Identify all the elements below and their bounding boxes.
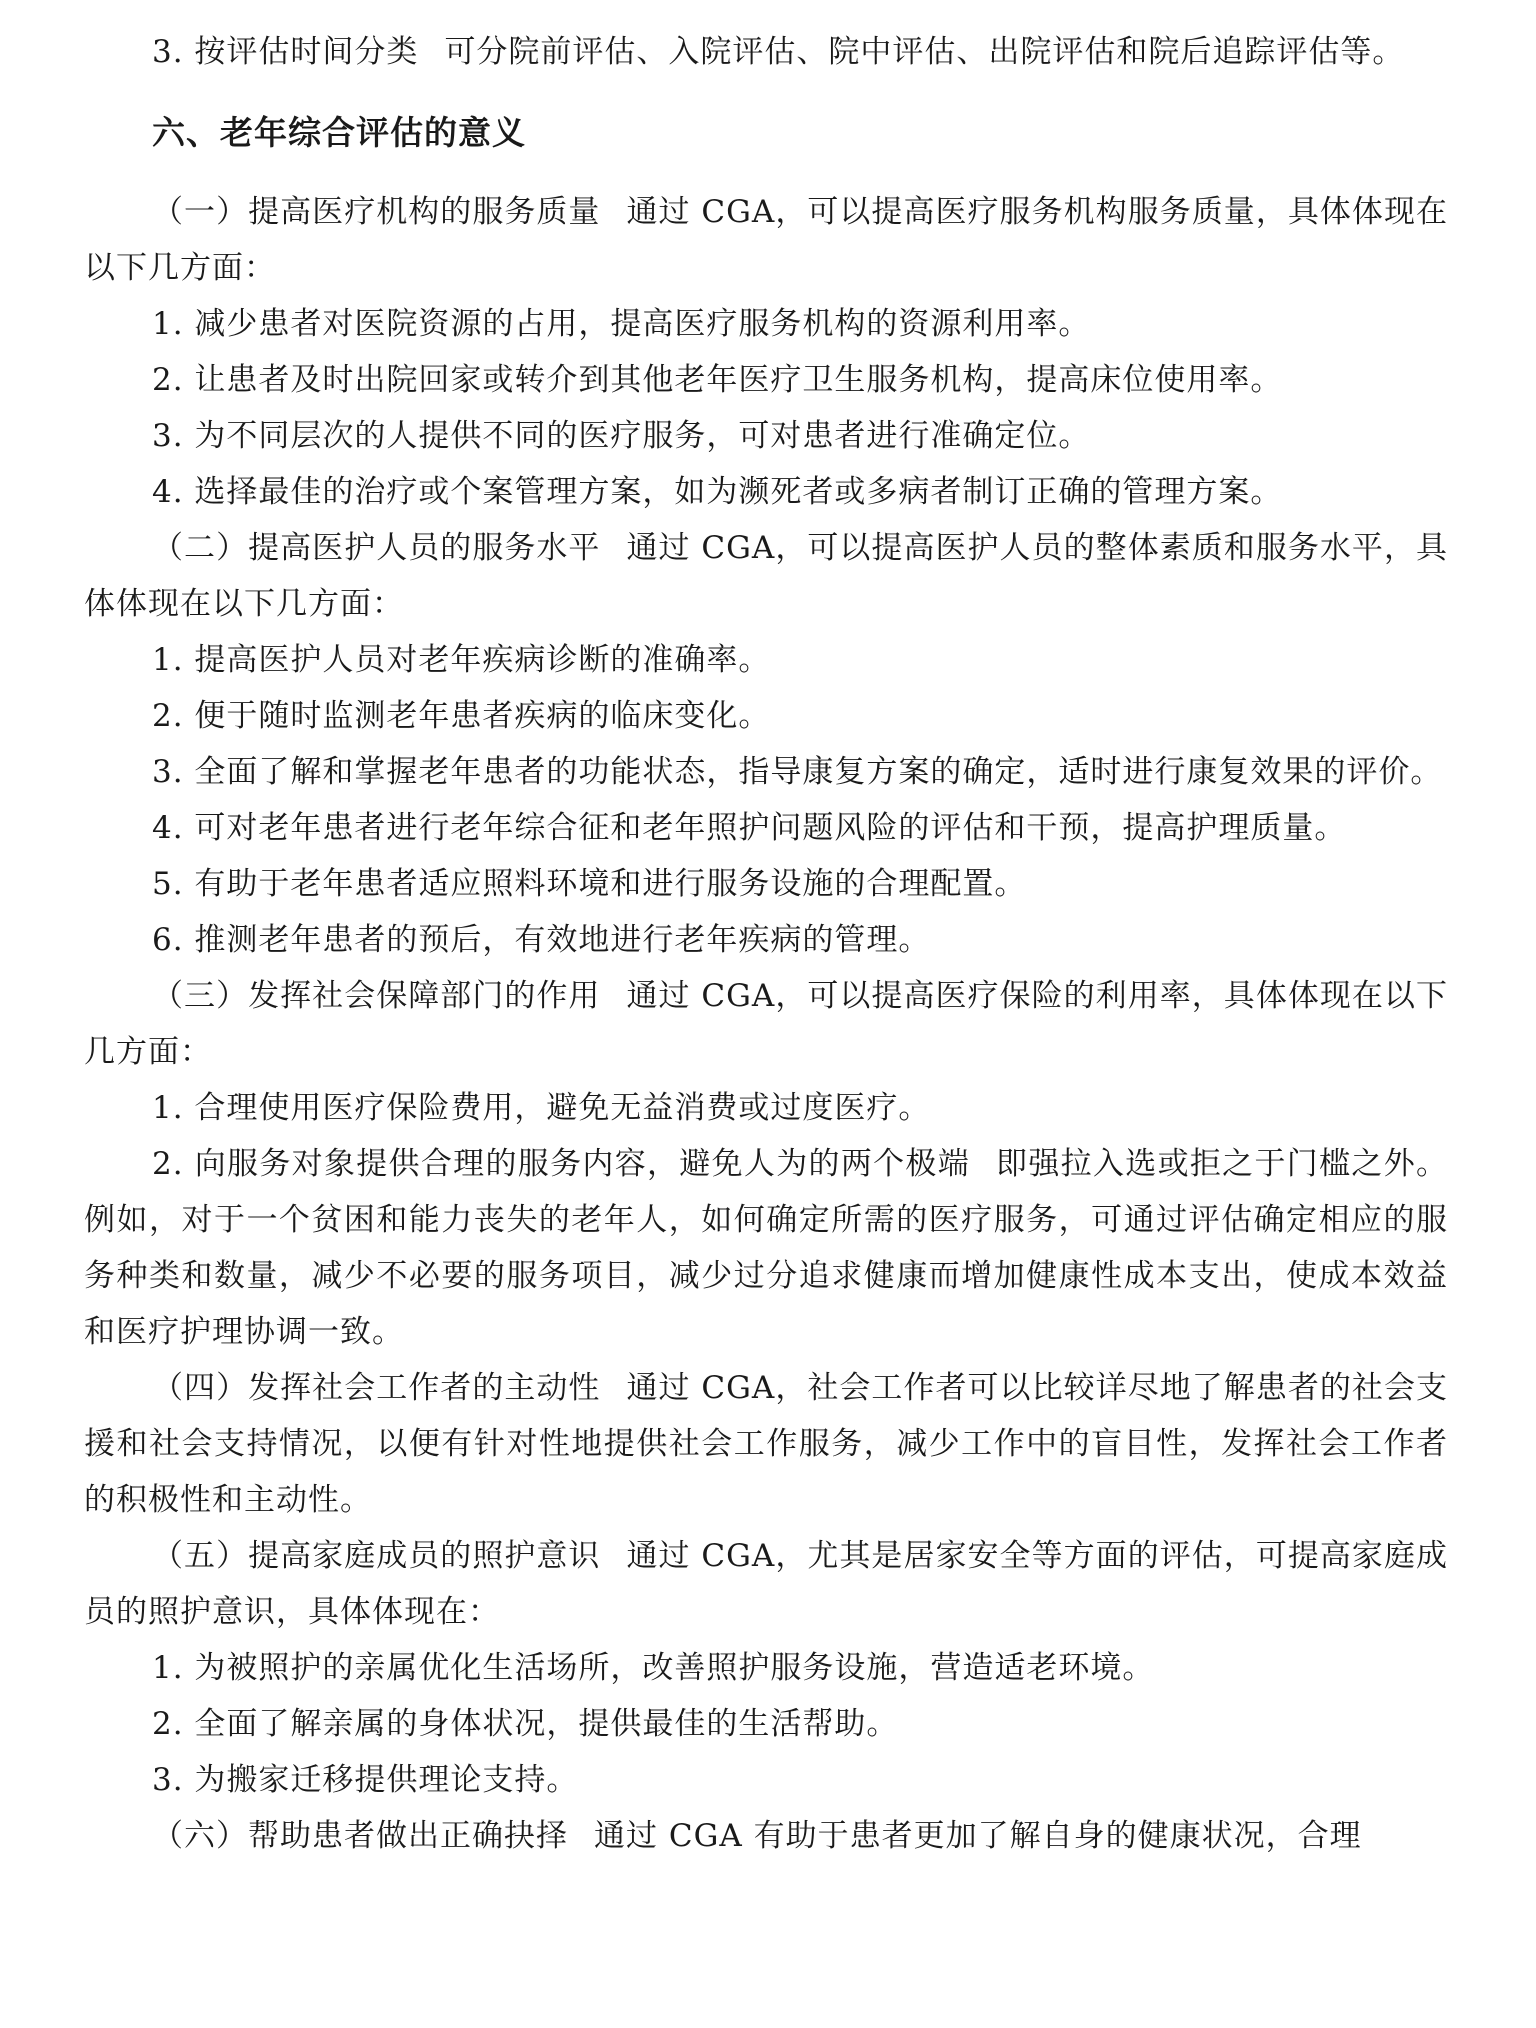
- paragraph-text: 可分院前评估、入院评估、院中评估、出院评估和院后追踪评估等。: [444, 34, 1405, 70]
- list-item-text: 3. 为不同层次的人提供不同的医疗服务，可对患者进行准确定位。: [152, 418, 1091, 454]
- paragraph: [84, 1808, 1448, 1864]
- list-item: [84, 1752, 1448, 1808]
- list-item: [84, 856, 1448, 912]
- section-heading: 六、老年综合评估的意义: [152, 113, 526, 152]
- paragraph: [84, 1360, 1448, 1528]
- list-item-text: 3. 全面了解和掌握老年患者的功能状态，指导康复方案的确定，适时进行康复效果的评价。: [152, 754, 1443, 790]
- paragraph: [84, 520, 1448, 632]
- list-item-text: 即强拉入选或拒之于门槛之外。例如，对于一个贫困和能力丧失的老年人，如何确定所需的医疗服务，可通过评估确定相应的服务种类和数量，减少不必要的服务项目，减少过分追求健康而增加健康性成本支出，使成本效益和医疗护理协调一致。: [84, 1146, 1449, 1350]
- paragraph: [84, 968, 1448, 1080]
- list-item: [84, 408, 1448, 464]
- list-item-text: 1. 提高医护人员对老年疾病诊断的准确率。: [152, 642, 771, 678]
- list-item: [84, 688, 1448, 744]
- list-item-text: 2. 全面了解亲属的身体状况，提供最佳的生活帮助。: [152, 1706, 899, 1742]
- list-item-lead: 2. 向服务对象提供合理的服务内容，避免人为的两个极端: [152, 1146, 971, 1182]
- paragraph-text: 通过 CGA，社会工作者可以比较详尽地了解患者的社会支援和社会支持情况，以便有针对性地提供社会工作服务，减少工作中的盲目性，发挥社会工作者的积极性和主动性。: [84, 1370, 1448, 1518]
- paragraph-text: 通过 CGA，可以提高医护人员的整体素质和服务水平，具体体现在以下几方面：: [84, 530, 1448, 622]
- list-item-text: 2. 让患者及时出院回家或转介到其他老年医疗卫生服务机构，提高床位使用率。: [152, 362, 1283, 398]
- paragraph-text: 通过 CGA，可以提高医疗保险的利用率，具体体现在以下几方面：: [84, 978, 1448, 1070]
- paragraph-text: 通过 CGA，可以提高医疗服务机构服务质量，具体体现在以下几方面：: [84, 194, 1448, 286]
- list-item: [84, 464, 1448, 520]
- paragraph-text: 通过 CGA 有助于患者更加了解自身的健康状况，合理: [594, 1818, 1362, 1854]
- list-item: [84, 1640, 1448, 1696]
- list-item-text: 4. 可对老年患者进行老年综合征和老年照护问题风险的评估和干预，提高护理质量。: [152, 810, 1347, 846]
- list-item-text: 1. 减少患者对医院资源的占用，提高医疗服务机构的资源利用率。: [152, 306, 1091, 342]
- paragraph-lead: 3. 按评估时间分类: [152, 34, 419, 70]
- list-item-text: 5. 有助于老年患者适应照料环境和进行服务设施的合理配置。: [152, 866, 1027, 902]
- list-item-text: 4. 选择最佳的治疗或个案管理方案，如为濒死者或多病者制订正确的管理方案。: [152, 474, 1283, 510]
- paragraph: [84, 184, 1448, 296]
- paragraph-text: 通过 CGA，尤其是居家安全等方面的评估，可提高家庭成员的照护意识，具体体现在：: [84, 1538, 1448, 1630]
- list-item: [84, 632, 1448, 688]
- paragraph-lead: （六）帮助患者做出正确抉择: [152, 1818, 568, 1854]
- list-item: [84, 1696, 1448, 1752]
- list-item: [84, 352, 1448, 408]
- list-item: [84, 912, 1448, 968]
- list-item-text: 6. 推测老年患者的预后，有效地进行老年疾病的管理。: [152, 922, 931, 958]
- list-item-text: 3. 为搬家迁移提供理论支持。: [152, 1762, 579, 1798]
- list-item-text: 1. 合理使用医疗保险费用，避免无益消费或过度医疗。: [152, 1090, 931, 1126]
- paragraph-lead: （二）提高医护人员的服务水平: [152, 530, 601, 566]
- document-page: [84, 24, 1448, 1864]
- list-item: [84, 1136, 1448, 1360]
- paragraph-lead: （三）发挥社会保障部门的作用: [152, 978, 601, 1014]
- paragraph-lead: （一）提高医疗机构的服务质量: [152, 194, 601, 230]
- list-item-text: 2. 便于随时监测老年患者疾病的临床变化。: [152, 698, 771, 734]
- paragraph-lead: （四）发挥社会工作者的主动性: [152, 1370, 601, 1406]
- paragraph: [84, 24, 1448, 80]
- paragraph-lead: （五）提高家庭成员的照护意识: [152, 1538, 601, 1574]
- list-item: [84, 800, 1448, 856]
- list-item-text: 1. 为被照护的亲属优化生活场所，改善照护服务设施，营造适老环境。: [152, 1650, 1155, 1686]
- list-item: [84, 1080, 1448, 1136]
- list-item: [84, 744, 1448, 800]
- paragraph: [84, 1528, 1448, 1640]
- list-item: [84, 296, 1448, 352]
